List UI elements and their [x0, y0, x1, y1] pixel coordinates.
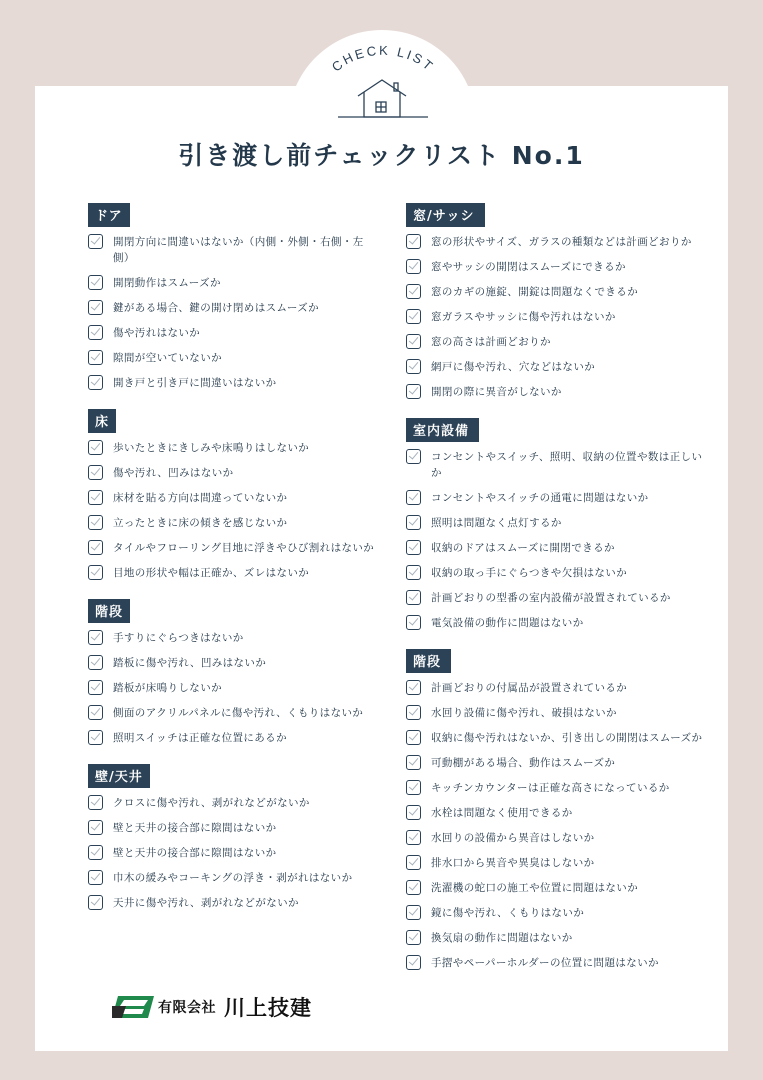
checkbox-icon[interactable]: [406, 565, 421, 580]
checklist-item-text: 鏡に傷や汚れ、くもりはないか: [431, 907, 585, 919]
company-prefix: 有限会社: [158, 1000, 216, 1016]
checklist-item[interactable]: [88, 705, 378, 721]
checkbox-icon[interactable]: [406, 730, 421, 745]
checklist-item-text: 電気設備の動作に問題はないか: [431, 617, 584, 629]
page-title: 引き渡し前チェックリスト No.1: [178, 141, 585, 170]
checklist-item-text: 開閉方向に間違いはないか（内側・外側・右側・左側）: [113, 236, 364, 264]
checkbox-icon[interactable]: [88, 275, 103, 290]
checklist-item-text: クロスに傷や汚れ、剥がれなどがないか: [113, 797, 310, 809]
checklist-item[interactable]: [88, 730, 378, 746]
checkbox-icon[interactable]: [88, 540, 103, 555]
checklist-item-text: 収納のドアはスムーズに開閉できるか: [431, 542, 615, 554]
checkbox-icon[interactable]: [406, 515, 421, 530]
company-name: 川上技建: [224, 996, 312, 1020]
checkbox-icon[interactable]: [88, 465, 103, 480]
checklist-item-text: 水栓は問題なく使用できるか: [431, 807, 573, 819]
checklist-item-text: 壁と天井の接合部に隙間はないか: [113, 822, 277, 834]
checkbox-icon[interactable]: [88, 490, 103, 505]
checklist-item[interactable]: [88, 375, 378, 391]
checklist-item-text: 照明スイッチは正確な位置にあるか: [113, 732, 287, 744]
left-column: [88, 203, 378, 929]
checklist-item-text: 窓の高さは計画どおりか: [431, 336, 551, 348]
section-label: 室内設備: [406, 418, 479, 442]
checklist-item[interactable]: [88, 465, 378, 481]
checklist-item-text: 傷や汚れはないか: [113, 327, 201, 339]
checkbox-icon[interactable]: [406, 855, 421, 870]
checkbox-icon[interactable]: [88, 795, 103, 810]
checklist-item[interactable]: [406, 930, 706, 946]
checklist-item[interactable]: [88, 845, 378, 861]
section-label: 床: [88, 409, 116, 433]
checklist-item[interactable]: [406, 730, 706, 746]
checklist-item[interactable]: [406, 905, 706, 921]
checklist-item[interactable]: [406, 590, 706, 606]
checklist-item[interactable]: [88, 655, 378, 671]
checklist-item-text: 水回り設備に傷や汚れ、破損はないか: [431, 707, 617, 719]
checklist-item[interactable]: [88, 895, 378, 911]
checklist-item-text: 可動棚がある場合、動作はスムーズか: [431, 757, 616, 769]
checklist-item-text: 天井に傷や汚れ、剥がれなどがないか: [113, 897, 299, 909]
checklist-item-text: 開閉動作はスムーズか: [113, 277, 221, 289]
checklist-item-text: コンセントやスイッチの通電に問題はないか: [431, 492, 649, 504]
checkbox-icon[interactable]: [406, 780, 421, 795]
checkbox-icon[interactable]: [88, 300, 103, 315]
checkbox-icon[interactable]: [406, 705, 421, 720]
checklist-item-text: 開閉の際に異音がしないか: [431, 386, 562, 398]
checklist-item-text: 水回りの設備から異音はしないか: [431, 832, 595, 844]
checklist-item[interactable]: [406, 955, 706, 971]
check-list-badge: [318, 42, 448, 124]
checklist-item[interactable]: [88, 275, 378, 291]
section: [406, 418, 706, 631]
checklist-item-text: 洗濯機の蛇口の施工や位置に問題はないか: [431, 882, 639, 894]
checklist-item-text: キッチンカウンターは正確な高さになっているか: [431, 782, 670, 794]
section: [88, 409, 378, 581]
checklist-item-text: 歩いたときにきしみや床鳴りはしないか: [113, 442, 310, 454]
checklist-item-text: 換気扇の動作に問題はないか: [431, 932, 573, 944]
section-label: ドア: [88, 203, 130, 227]
section: [406, 203, 706, 400]
checkbox-icon[interactable]: [88, 730, 103, 745]
checkbox-icon[interactable]: [406, 309, 421, 324]
company-logo: [112, 993, 312, 1021]
checklist-item-text: 踏板が床鳴りしないか: [113, 682, 222, 694]
checklist-item[interactable]: [406, 565, 706, 581]
checkbox-icon[interactable]: [406, 540, 421, 555]
checklist-item[interactable]: [406, 880, 706, 896]
checklist-item-text: 目地の形状や幅は正確か、ズレはないか: [113, 567, 310, 579]
checklist-item[interactable]: [88, 870, 378, 886]
checklist-item[interactable]: [406, 615, 706, 631]
checklist-item-text: 計画どおりの型番の室内設備が設置されているか: [431, 592, 671, 604]
house-icon: [338, 80, 428, 117]
checklist-item-text: 窓やサッシの開閉はスムーズにできるか: [431, 261, 626, 273]
checkbox-icon[interactable]: [406, 384, 421, 399]
checkbox-icon[interactable]: [88, 705, 103, 720]
checkbox-icon[interactable]: [406, 234, 421, 249]
checkbox-icon[interactable]: [88, 350, 103, 365]
checkbox-icon[interactable]: [88, 680, 103, 695]
checklist-item-text: 手すりにぐらつきはないか: [113, 632, 244, 644]
checklist-item[interactable]: [88, 630, 378, 646]
checklist-item[interactable]: [88, 795, 378, 811]
section: [88, 764, 378, 911]
checkbox-icon[interactable]: [88, 845, 103, 860]
checklist-item-text: 床材を貼る方向は間違っていないか: [113, 492, 288, 504]
checklist-item[interactable]: [88, 325, 378, 341]
checkbox-icon[interactable]: [88, 565, 103, 580]
checkbox-icon[interactable]: [406, 490, 421, 505]
checkbox-icon[interactable]: [88, 515, 103, 530]
checklist-item[interactable]: [88, 490, 378, 506]
checklist-item[interactable]: [88, 680, 378, 696]
checkbox-icon[interactable]: [406, 615, 421, 630]
checklist-item-text: 開き戸と引き戸に間違いはないか: [113, 377, 277, 389]
checklist-item-text: タイルやフローリング目地に浮きやひび割れはないか: [113, 542, 375, 554]
checklist-item-text: 立ったときに床の傾きを感じないか: [113, 517, 288, 529]
checklist-item-text: 傷や汚れ、凹みはないか: [113, 467, 234, 479]
section-label: 窓/サッシ: [406, 203, 485, 227]
section: [88, 599, 378, 746]
company-logo-icon: [112, 996, 154, 1018]
checklist-item-text: 排水口から異音や異臭はしないか: [431, 857, 595, 869]
checklist-item-text: 隙間が空いていないか: [113, 352, 222, 364]
checkbox-icon[interactable]: [406, 259, 421, 274]
checklist-item[interactable]: [88, 515, 378, 531]
checkbox-icon[interactable]: [88, 655, 103, 670]
checklist-item[interactable]: [406, 780, 706, 796]
checkbox-icon[interactable]: [406, 955, 421, 970]
checkbox-icon[interactable]: [406, 905, 421, 920]
checklist-item[interactable]: [88, 820, 378, 836]
checkbox-icon[interactable]: [406, 930, 421, 945]
section-label: 壁/天井: [88, 764, 150, 788]
checklist-item-text: 窓ガラスやサッシに傷や汚れはないか: [431, 311, 616, 323]
checkbox-icon[interactable]: [88, 325, 103, 340]
checkbox-icon[interactable]: [88, 820, 103, 835]
checklist-item[interactable]: [406, 234, 706, 250]
checkbox-icon[interactable]: [88, 895, 103, 910]
checklist-item[interactable]: [406, 449, 706, 481]
checklist-item[interactable]: [88, 540, 378, 556]
checklist-item-text: 収納の取っ手にぐらつきや欠損はないか: [431, 567, 628, 579]
checklist-item[interactable]: [406, 680, 706, 696]
checkbox-icon[interactable]: [88, 630, 103, 645]
checklist-item[interactable]: [406, 855, 706, 871]
checklist-item-text: 踏板に傷や汚れ、凹みはないか: [113, 657, 267, 669]
checkbox-icon[interactable]: [406, 590, 421, 605]
checklist-item-text: 計画どおりの付属品が設置されているか: [431, 682, 628, 694]
checklist-item[interactable]: [406, 259, 706, 275]
checkbox-icon[interactable]: [88, 234, 103, 249]
checklist-item-text: 窓の形状やサイズ、ガラスの種類などは計画どおりか: [431, 236, 692, 248]
checklist-item[interactable]: [88, 350, 378, 366]
checklist-item-text: コンセントやスイッチ、照明、収納の位置や数は正しいか: [431, 451, 703, 479]
checklist-item[interactable]: [406, 515, 706, 531]
checklist-item[interactable]: [406, 309, 706, 325]
checkbox-icon[interactable]: [406, 359, 421, 374]
checklist-item[interactable]: [406, 490, 706, 506]
checklist-item-text: 巾木の緩みやコーキングの浮き・剥がれはないか: [113, 872, 353, 884]
checkbox-icon[interactable]: [406, 334, 421, 349]
checklist-item[interactable]: [406, 334, 706, 350]
checklist-item[interactable]: [406, 384, 706, 400]
checklist-item[interactable]: [88, 565, 378, 581]
checklist-item[interactable]: [406, 755, 706, 771]
checkbox-icon[interactable]: [88, 440, 103, 455]
checklist-item[interactable]: [406, 830, 706, 846]
checklist-item[interactable]: [406, 359, 706, 375]
checkbox-icon[interactable]: [88, 375, 103, 390]
section: [406, 649, 706, 971]
checklist-item-text: 照明は問題なく点灯するか: [431, 517, 562, 529]
right-column: [406, 203, 706, 989]
checklist-item-text: 側面のアクリルパネルに傷や汚れ、くもりはないか: [113, 707, 364, 719]
checklist-item[interactable]: [88, 234, 378, 266]
checklist-item[interactable]: [406, 705, 706, 721]
checklist-item[interactable]: [406, 805, 706, 821]
checklist-item[interactable]: [406, 284, 706, 300]
checkbox-icon[interactable]: [406, 880, 421, 895]
checklist-item-text: 鍵がある場合、鍵の開け閉めはスムーズか: [113, 302, 320, 314]
checkbox-icon[interactable]: [406, 680, 421, 695]
checklist-item-text: 壁と天井の接合部に隙間はないか: [113, 847, 277, 859]
checklist-item[interactable]: [88, 440, 378, 456]
section-label: 階段: [88, 599, 130, 623]
checklist-item-text: 手摺やペーパーホルダーの位置に問題はないか: [431, 957, 659, 969]
checkbox-icon[interactable]: [406, 284, 421, 299]
section-label: 階段: [406, 649, 451, 673]
checklist-item-text: 収納に傷や汚れはないか、引き出しの開閉はスムーズか: [431, 732, 703, 744]
checkbox-icon[interactable]: [406, 449, 421, 464]
checklist-item-text: 窓のカギの施錠、開錠は問題なくできるか: [431, 286, 639, 298]
checkbox-icon[interactable]: [406, 755, 421, 770]
checkbox-icon[interactable]: [406, 830, 421, 845]
section: [88, 203, 378, 391]
checklist-item-text: 網戸に傷や汚れ、穴などはないか: [431, 361, 596, 373]
checkbox-icon[interactable]: [406, 805, 421, 820]
checkbox-icon[interactable]: [88, 870, 103, 885]
badge-text: CHECK LIST: [328, 42, 438, 75]
checklist-item[interactable]: [88, 300, 378, 316]
checklist-item[interactable]: [406, 540, 706, 556]
